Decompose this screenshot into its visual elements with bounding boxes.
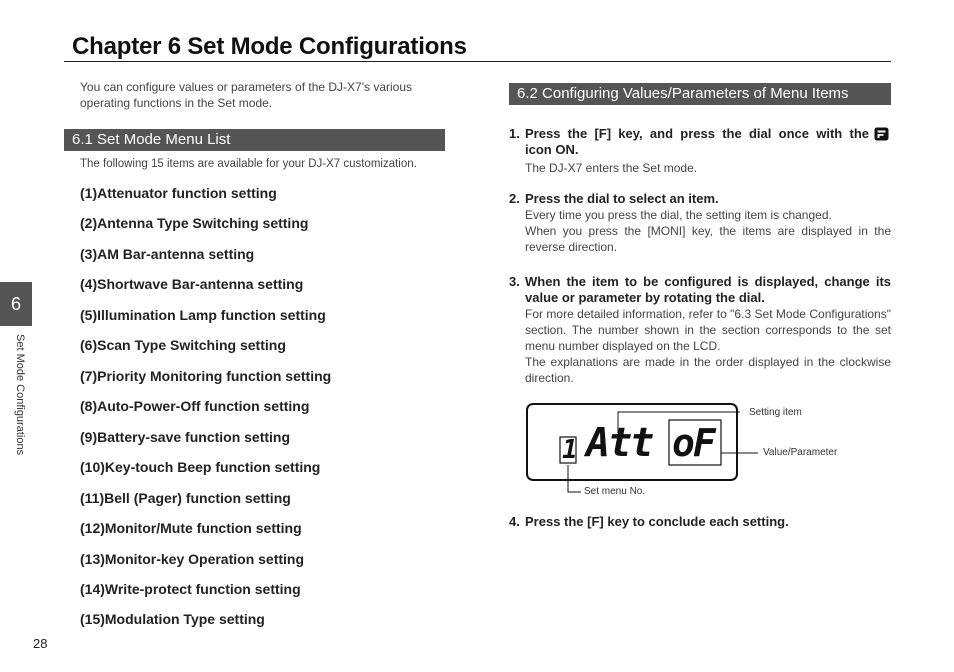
intro-paragraph: You can configure values or parameters of the DJ-X7's various operating functions in the Set mode. (80, 80, 413, 110)
title-rule (64, 61, 891, 62)
page-number: 28 (33, 636, 48, 651)
label-value-parameter: Value/Parameter (763, 447, 838, 458)
chapter-title: Chapter 6 Set Mode Configurations (72, 33, 467, 60)
menu-item: (4)Shortwave Bar-antenna setting (80, 276, 304, 292)
step-title: Press the [F] key to conclude each setting. (525, 514, 789, 529)
step-number: 4. (509, 514, 520, 529)
step-title: Press the [F] key, and press the dial once with the (525, 126, 869, 141)
menu-item: (14)Write-protect function setting (80, 581, 301, 597)
label-set-menu-no: Set menu No. (584, 486, 646, 497)
step-title-continuation: icon ON. (525, 142, 579, 157)
menu-item: (5)Illumination Lamp function setting (80, 307, 326, 323)
menu-item: (10)Key-touch Beep function setting (80, 459, 321, 475)
section-header-configuring: 6.2 Configuring Values/Parameters of Menu Items (509, 83, 891, 105)
menu-item: (13)Monitor-key Operation setting (80, 551, 305, 567)
step-number: 2. (509, 191, 520, 206)
menu-item: (12)Monitor/Mute function setting (80, 520, 302, 536)
menu-item: (9)Battery-save function setting (80, 429, 291, 445)
menu-item: (11)Bell (Pager) function setting (80, 490, 291, 506)
menu-item: (1)Attenuator function setting (80, 185, 277, 201)
section-header-menu-list: 6.1 Set Mode Menu List (64, 129, 445, 151)
chapter-tab: 6 (0, 282, 32, 326)
step-description: Every time you press the dial, the setting item is changed. (525, 208, 832, 222)
step-number: 3. (509, 274, 520, 289)
step-title: When the item to be configured is displayed, change its value or parameter by rotating the dial. (525, 274, 891, 305)
chapter-side-label: Set Mode Configurations (14, 334, 26, 456)
step-title: Press the dial to select an item. (525, 191, 719, 206)
menu-item: (6)Scan Type Switching setting (80, 337, 286, 353)
lcd-setting-item: Att (586, 420, 653, 466)
step-description: The DJ-X7 enters the Set mode. (525, 161, 698, 175)
label-setting-item: Setting item (749, 407, 802, 418)
step-number: 1. (509, 126, 520, 141)
step-description: The explanations are made in the order displayed in the clockwise direction. (525, 355, 891, 385)
lcd-menu-number: 1 (562, 435, 578, 465)
menu-item: (3)AM Bar-antenna setting (80, 246, 255, 262)
lcd-value: oF (672, 421, 714, 465)
f-icon (874, 127, 889, 141)
menu-item: (15)Modulation Type setting (80, 611, 265, 627)
menu-list-intro: The following 15 items are available for your DJ-X7 customization. (80, 158, 417, 170)
menu-item: (7)Priority Monitoring function setting (80, 368, 332, 384)
step-description: For more detailed information, refer to "6.3 Set Mode Configurations" section. The number shown in the section corresponds to the set menu number displayed on the LCD. (525, 307, 891, 353)
step-description: When you press the [MONI] key, the items are displayed in the reverse direction. (525, 224, 891, 254)
menu-item: (2)Antenna Type Switching setting (80, 215, 309, 231)
menu-item: (8)Auto-Power-Off function setting (80, 398, 310, 414)
